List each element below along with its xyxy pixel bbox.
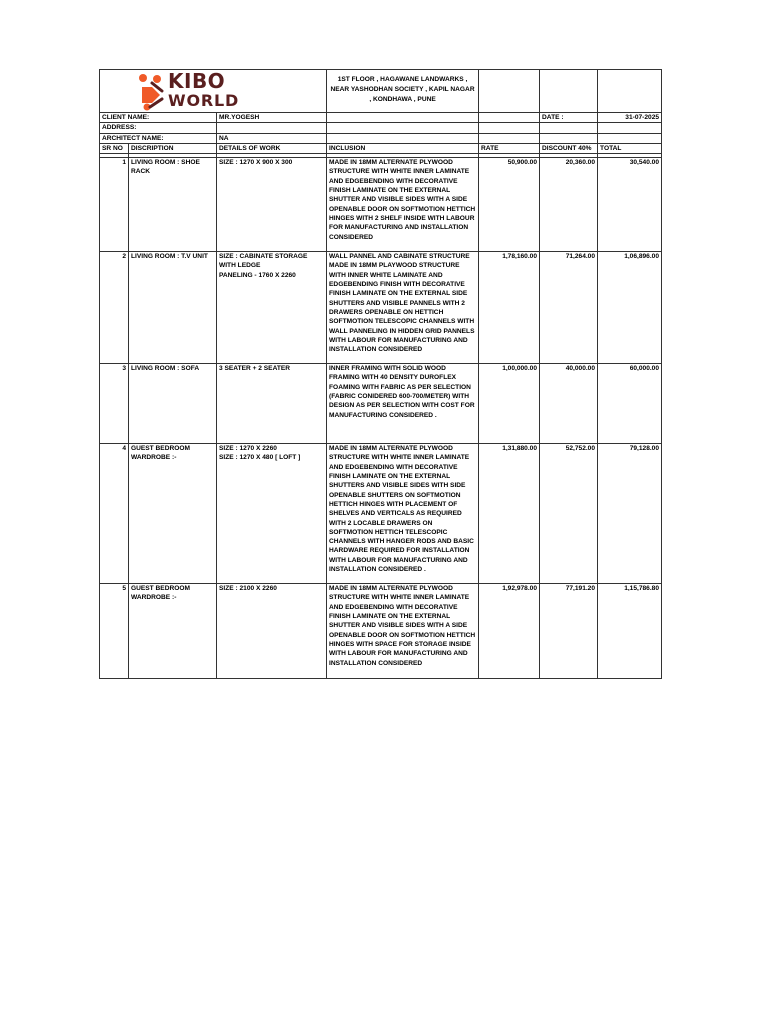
client-label: CLIENT NAME: [100,113,217,123]
item-rate: 1,78,160.00 [479,252,540,364]
table-row [100,252,662,364]
architect-value: NA [217,133,327,143]
header-details: DETAILS OF WORK [217,143,327,153]
header-total: TOTAL [598,143,662,153]
table-row [100,584,662,679]
item-discount: 71,264.00 [540,252,598,364]
item-discription: LIVING ROOM : T.V UNIT [129,252,217,364]
header-inclusion: INCLUSION [327,143,479,153]
item-inclusion: WALL PANNEL AND CABINATE STRUCTURE MADE IN 18MM PLAYWOOD STRUCTURE WITH INNER WHITE LAMINATE AND EDGEBENDING FINISH WITH DECORATIVE FINISH LAMINATE ON THE EXTERNAL SIDE SHUTTERS AND VISIBLE PANNELS WITH 2 DRAWERS OPENABLE ON HETTICH SOFTMOTION TELESCOPIC CHANNELS WITH WALL PANNELING IN HIDDEN GRID PANNELS WITH LABOUR FOR MANUFACTURING AND INSTALLATION CONSIDERED [327,252,479,364]
address-label: ADDRESS: [100,123,217,133]
item-discount: 20,360.00 [540,158,598,252]
item-discription: GUEST BEDROOM WARDROBE :- [129,584,217,679]
logo-mark-icon [138,73,166,111]
date-label: DATE : [540,113,598,123]
architect-row [100,133,662,143]
logo-brand-line1: KIBO [168,69,226,93]
item-inclusion: MADE IN 18MM ALTERNATE PLYWOOD STRUCTURE WITH WHITE INNER LAMINATE AND EDGEBENDING WITH DECORATIVE FINISH LAMINATE ON THE EXTERNAL SHUTTER AND VISIBLE SIDES WITH A SIDE OPENABLE DOOR ON SOFTMOTION HETTICH HINGES WITH 2 SHELF INSIDE WITH LABOUR FOR MANUFACTURING AND INSTALLATION CONSIDERED [327,158,479,252]
item-details: SIZE : 2100 X 2260 [217,584,327,679]
item-total: 30,540.00 [598,158,662,252]
company-address: 1ST FLOOR , HAGAWANE LANDWARKS , NEAR YASHODHAN SOCIETY , KAPIL NAGAR , KONDHAWA , PUNE [327,70,479,113]
item-rate: 1,92,978.00 [479,584,540,679]
header-discount: DISCOUNT 40% [540,143,598,153]
item-sr: 1 [100,158,129,252]
item-sr: 5 [100,584,129,679]
item-rate: 1,00,000.00 [479,364,540,444]
item-discription: LIVING ROOM : SHOE RACK [129,158,217,252]
item-inclusion: INNER FRAMING WITH SOLID WOOD FRAMING WITH 40 DENSITY DUROFLEX FOAMING WITH FABRIC AS PER SELECTION (FABRIC CONIDERED 600-700/METER) WITH DESIGN AS PER SELECTION WITH COST FOR MANUFACTURING CONSIDERED . [327,364,479,444]
item-discount: 52,752.00 [540,444,598,584]
address-row [100,123,662,133]
item-rate: 1,31,880.00 [479,444,540,584]
header-sr-no: SR NO [100,143,129,153]
company-logo [138,69,248,111]
architect-label: ARCHITECT NAME: [100,133,217,143]
table-row [100,158,662,252]
header-rate: RATE [479,143,540,153]
item-total: 60,000.00 [598,364,662,444]
item-rate: 50,900.00 [479,158,540,252]
table-row [100,364,662,444]
logo-brand-line2: WORLD [168,91,240,110]
item-total: 1,06,896.00 [598,252,662,364]
item-sr: 4 [100,444,129,584]
header-row [100,70,662,113]
client-row [100,113,662,123]
item-total: 79,128.00 [598,444,662,584]
quotation-table [99,69,662,679]
item-discount: 77,191.20 [540,584,598,679]
date-value: 31-07-2025 [598,113,662,123]
item-discription: GUEST BEDROOM WARDROBE :- [129,444,217,584]
item-details: SIZE : 1270 X 2260 SIZE : 1270 X 480 [ LOFT ] [217,444,327,584]
table-row [100,444,662,584]
item-inclusion: MADE IN 18MM ALTERNATE PLYWOOD STRUCTURE WITH WHITE INNER LAMINATE AND EDGEBENDING WITH DECORATIVE FINISH LAMINATE ON THE EXTERNAL SHUTTERS AND VISIBLE SIDES WITH SIDE OPENABLE SHUTTERS ON SOFTMOTION HETTICH HINGES WITH PLACEMENT OF SHELVES AND VERTICALS AS REQUIRED WITH 2 LOCABLE DRAWERS ON SOFTMOTION HETTICH TELESCOPIC CHANNELS WITH HANGER RODS AND BASIC HARDWARE REQUIRED FOR INSTALLATION WITH LABOUR FOR MANUFACTURING AND INSTALLATION CONSIDERED . [327,444,479,584]
item-total: 1,15,786.80 [598,584,662,679]
item-details: 3 SEATER + 2 SEATER [217,364,327,444]
item-discription: LIVING ROOM : SOFA [129,364,217,444]
item-sr: 3 [100,364,129,444]
item-inclusion: MADE IN 18MM ALTERNATE PLYWOOD STRUCTURE WITH WHITE INNER LAMINATE AND EDGEBENDING WITH DECORATIVE FINISH LAMINATE ON THE EXTERNAL SHUTTER AND VISIBLE SIDES WITH A SIDE OPENABLE DOOR ON SOFTMOTION HETTICH HINGES WITH SPACE FOR STORAGE INSIDE WITH LABOUR FOR MANUFACTURING AND INSTALLATION CONSIDERED [327,584,479,679]
header-discription: DISCRIPTION [129,143,217,153]
logo-cell [100,70,327,113]
item-sr: 2 [100,252,129,364]
item-details: SIZE : 1270 X 900 X 300 [217,158,327,252]
client-value: MR.YOGESH [217,113,327,123]
column-headers [100,143,662,153]
item-discount: 40,000.00 [540,364,598,444]
item-details: SIZE : CABINATE STORAGE WITH LEDGE PANELING - 1760 X 2260 [217,252,327,364]
